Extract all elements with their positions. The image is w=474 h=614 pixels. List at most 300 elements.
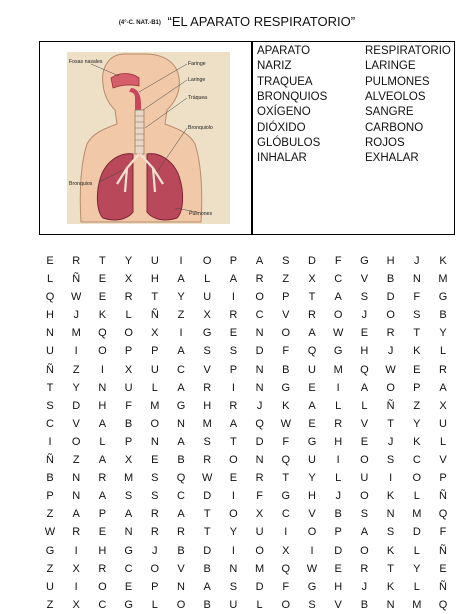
grid-letter[interactable]: R bbox=[150, 526, 159, 539]
grid-letter[interactable]: B bbox=[46, 472, 54, 485]
grid-letter[interactable]: B bbox=[282, 363, 290, 376]
grid-letter[interactable]: I bbox=[74, 544, 78, 557]
grid-letter[interactable]: B bbox=[360, 598, 369, 611]
grid-letter[interactable]: Ñ bbox=[439, 580, 447, 593]
grid-letter[interactable]: Q bbox=[281, 454, 291, 467]
grid-letter[interactable]: Y bbox=[72, 381, 80, 394]
grid-letter[interactable]: S bbox=[386, 526, 395, 539]
grid-letter[interactable]: I bbox=[336, 454, 340, 467]
grid-letter[interactable]: A bbox=[229, 417, 238, 430]
grid-letter[interactable]: A bbox=[98, 454, 107, 467]
grid-letter[interactable]: U bbox=[46, 345, 54, 358]
grid-letter[interactable]: M bbox=[438, 273, 448, 286]
grid-letter[interactable]: X bbox=[151, 327, 159, 340]
grid-letter[interactable]: H bbox=[308, 490, 316, 503]
grid-letter[interactable]: X bbox=[255, 508, 264, 521]
grid-letter[interactable]: R bbox=[98, 562, 107, 575]
grid-letter[interactable]: N bbox=[255, 363, 264, 376]
grid-letter[interactable]: L bbox=[99, 435, 106, 448]
grid-letter[interactable]: R bbox=[334, 417, 343, 430]
grid-letter[interactable]: H bbox=[334, 580, 343, 593]
grid-letter[interactable]: E bbox=[98, 291, 107, 304]
grid-letter[interactable]: O bbox=[150, 417, 160, 430]
grid-letter[interactable]: I bbox=[74, 580, 78, 593]
grid-letter[interactable]: U bbox=[229, 598, 238, 611]
grid-letter[interactable]: P bbox=[124, 345, 133, 358]
grid-letter[interactable]: J bbox=[387, 435, 394, 448]
grid-letter[interactable]: F bbox=[256, 490, 263, 503]
grid-letter[interactable]: G bbox=[45, 544, 55, 557]
grid-letter[interactable]: J bbox=[256, 399, 263, 412]
grid-letter[interactable]: E bbox=[308, 381, 316, 394]
grid-letter[interactable]: R bbox=[124, 291, 133, 304]
grid-letter[interactable]: K bbox=[413, 435, 421, 448]
grid-letter[interactable]: Y bbox=[439, 327, 447, 340]
grid-letter[interactable]: P bbox=[151, 580, 159, 593]
grid-letter[interactable]: S bbox=[386, 454, 395, 467]
grid-letter[interactable]: Ñ bbox=[439, 544, 447, 557]
grid-letter[interactable]: A bbox=[177, 345, 185, 358]
grid-letter[interactable]: H bbox=[46, 309, 54, 322]
grid-letter[interactable]: Z bbox=[413, 399, 421, 412]
grid-letter[interactable]: U bbox=[150, 255, 159, 267]
grid-letter[interactable]: E bbox=[124, 580, 133, 593]
grid-letter[interactable]: Ñ bbox=[46, 363, 54, 376]
grid-letter[interactable]: B bbox=[177, 544, 185, 557]
grid-letter[interactable]: H bbox=[98, 399, 107, 412]
grid-letter[interactable]: Q bbox=[438, 598, 448, 611]
grid-letter[interactable]: W bbox=[201, 472, 213, 485]
grid-letter[interactable]: I bbox=[310, 544, 314, 557]
grid-letter[interactable]: T bbox=[387, 562, 394, 575]
grid-letter[interactable]: N bbox=[386, 598, 395, 611]
grid-letter[interactable]: C bbox=[334, 273, 343, 286]
grid-letter[interactable]: X bbox=[203, 309, 211, 322]
grid-letter[interactable]: I bbox=[336, 381, 340, 394]
grid-letter[interactable]: C bbox=[281, 508, 290, 521]
grid-letter[interactable]: U bbox=[46, 580, 54, 593]
grid-letter[interactable]: Y bbox=[413, 417, 421, 430]
grid-letter[interactable]: G bbox=[360, 255, 369, 267]
grid-letter[interactable]: N bbox=[255, 381, 264, 394]
grid-letter[interactable]: C bbox=[124, 562, 133, 575]
grid-letter[interactable]: V bbox=[177, 562, 185, 575]
grid-letter[interactable]: C bbox=[98, 598, 107, 611]
grid-letter[interactable]: P bbox=[98, 508, 107, 521]
grid-letter[interactable]: V bbox=[203, 363, 211, 376]
grid-letter[interactable]: L bbox=[256, 598, 263, 611]
grid-letter[interactable]: A bbox=[177, 273, 185, 286]
grid-letter[interactable]: K bbox=[439, 255, 447, 267]
grid-letter[interactable]: Q bbox=[98, 327, 107, 340]
grid-letter[interactable]: P bbox=[229, 255, 238, 267]
grid-letter[interactable]: K bbox=[98, 309, 107, 322]
grid-letter[interactable]: I bbox=[231, 291, 235, 304]
grid-letter[interactable]: I bbox=[100, 363, 104, 376]
grid-letter[interactable]: R bbox=[229, 399, 238, 412]
grid-letter[interactable]: Ñ bbox=[439, 490, 447, 503]
grid-letter[interactable]: E bbox=[229, 327, 238, 340]
grid-letter[interactable]: R bbox=[177, 526, 185, 539]
grid-letter[interactable]: O bbox=[202, 255, 212, 267]
grid-letter[interactable]: A bbox=[177, 381, 185, 394]
grid-letter[interactable]: Z bbox=[282, 273, 290, 286]
grid-letter[interactable]: N bbox=[98, 381, 107, 394]
grid-letter[interactable]: L bbox=[361, 399, 368, 412]
grid-letter[interactable]: D bbox=[386, 291, 395, 304]
grid-letter[interactable]: X bbox=[439, 399, 447, 412]
grid-letter[interactable]: N bbox=[72, 472, 81, 485]
grid-letter[interactable]: Y bbox=[413, 562, 421, 575]
grid-letter[interactable]: S bbox=[282, 255, 290, 267]
grid-letter[interactable]: N bbox=[177, 417, 185, 430]
grid-letter[interactable]: L bbox=[151, 598, 158, 611]
grid-letter[interactable]: F bbox=[334, 255, 342, 267]
grid-letter[interactable]: N bbox=[255, 454, 264, 467]
grid-letter[interactable]: Y bbox=[308, 472, 316, 485]
grid-letter[interactable]: Q bbox=[438, 508, 448, 521]
grid-letter[interactable]: R bbox=[255, 273, 264, 286]
grid-letter[interactable]: D bbox=[334, 544, 343, 557]
grid-letter[interactable]: A bbox=[177, 508, 185, 521]
grid-letter[interactable]: I bbox=[179, 255, 183, 267]
grid-letter[interactable]: W bbox=[306, 562, 318, 575]
grid-letter[interactable]: O bbox=[98, 345, 107, 358]
grid-letter[interactable]: S bbox=[229, 580, 238, 593]
grid-letter[interactable]: A bbox=[360, 381, 369, 394]
grid-letter[interactable]: I bbox=[231, 490, 235, 503]
grid-letter[interactable]: N bbox=[386, 508, 395, 521]
grid-letter[interactable]: Q bbox=[360, 363, 369, 376]
grid-letter[interactable]: O bbox=[360, 490, 369, 503]
grid-letter[interactable]: O bbox=[412, 472, 422, 485]
grid-letter[interactable]: R bbox=[150, 508, 159, 521]
grid-letter[interactable]: D bbox=[412, 526, 421, 539]
grid-letter[interactable]: Q bbox=[255, 417, 264, 430]
grid-letter[interactable]: Y bbox=[177, 291, 185, 304]
grid-letter[interactable]: W bbox=[44, 526, 56, 539]
grid-letter[interactable]: T bbox=[203, 508, 211, 521]
grid-letter[interactable]: I bbox=[284, 526, 288, 539]
grid-letter[interactable]: A bbox=[439, 381, 447, 394]
grid-letter[interactable]: G bbox=[307, 580, 317, 593]
grid-letter[interactable]: E bbox=[46, 255, 54, 267]
grid-letter[interactable]: T bbox=[230, 435, 237, 448]
grid-letter[interactable]: P bbox=[124, 435, 133, 448]
grid-letter[interactable]: B bbox=[177, 454, 185, 467]
grid-letter[interactable]: K bbox=[282, 399, 290, 412]
grid-letter[interactable]: T bbox=[46, 381, 54, 394]
grid-letter[interactable]: G bbox=[281, 381, 291, 394]
grid-letter[interactable]: B bbox=[386, 273, 395, 286]
grid-letter[interactable]: U bbox=[150, 363, 159, 376]
grid-letter[interactable]: D bbox=[255, 345, 264, 358]
grid-letter[interactable]: F bbox=[282, 435, 290, 448]
grid-letter[interactable]: O bbox=[229, 508, 238, 521]
grid-letter[interactable]: A bbox=[98, 417, 107, 430]
grid-letter[interactable]: C bbox=[412, 454, 421, 467]
grid-letter[interactable]: F bbox=[282, 345, 290, 358]
grid-letter[interactable]: O bbox=[255, 291, 264, 304]
grid-letter[interactable]: P bbox=[334, 526, 342, 539]
grid-letter[interactable]: X bbox=[72, 598, 80, 611]
grid-letter[interactable]: H bbox=[98, 544, 107, 557]
grid-letter[interactable]: K bbox=[413, 345, 421, 358]
grid-letter[interactable]: F bbox=[439, 526, 447, 539]
grid-letter[interactable]: Q bbox=[176, 472, 186, 485]
grid-letter[interactable]: D bbox=[255, 435, 264, 448]
grid-letter[interactable]: A bbox=[98, 490, 107, 503]
grid-letter[interactable]: J bbox=[335, 490, 341, 503]
grid-letter[interactable]: C bbox=[177, 363, 185, 376]
grid-letter[interactable]: O bbox=[176, 598, 186, 611]
grid-letter[interactable]: F bbox=[282, 580, 290, 593]
grid-letter[interactable]: V bbox=[72, 417, 80, 430]
grid-letter[interactable]: A bbox=[334, 291, 342, 304]
grid-letter[interactable]: Z bbox=[72, 454, 80, 467]
grid-letter[interactable]: G bbox=[438, 291, 448, 304]
grid-letter[interactable]: E bbox=[308, 417, 316, 430]
grid-letter[interactable]: C bbox=[177, 490, 185, 503]
grid-letter[interactable]: E bbox=[151, 454, 159, 467]
grid-letter[interactable]: P bbox=[439, 472, 447, 485]
grid-letter[interactable]: O bbox=[150, 562, 160, 575]
grid-letter[interactable]: R bbox=[308, 309, 316, 322]
grid-letter[interactable]: H bbox=[360, 345, 369, 358]
grid-letter[interactable]: Z bbox=[46, 598, 54, 611]
grid-letter[interactable]: O bbox=[360, 544, 369, 557]
grid-letter[interactable]: R bbox=[203, 381, 212, 394]
grid-letter[interactable]: M bbox=[124, 472, 134, 485]
grid-letter[interactable]: U bbox=[203, 291, 212, 304]
grid-letter[interactable]: V bbox=[360, 417, 369, 430]
grid-letter[interactable]: K bbox=[386, 544, 395, 557]
grid-letter[interactable]: D bbox=[203, 544, 212, 557]
grid-letter[interactable]: F bbox=[125, 399, 132, 412]
grid-letter[interactable]: L bbox=[413, 490, 420, 503]
grid-letter[interactable]: S bbox=[151, 490, 159, 503]
grid-letter[interactable]: H bbox=[386, 255, 395, 267]
grid-letter[interactable]: S bbox=[308, 598, 316, 611]
grid-letter[interactable]: J bbox=[414, 255, 420, 267]
grid-letter[interactable]: B bbox=[203, 562, 211, 575]
grid-letter[interactable]: S bbox=[203, 345, 211, 358]
grid-letter[interactable]: R bbox=[360, 562, 369, 575]
grid-letter[interactable]: E bbox=[360, 327, 369, 340]
grid-letter[interactable]: Q bbox=[281, 562, 291, 575]
grid-letter[interactable]: Y bbox=[229, 526, 238, 539]
grid-letter[interactable]: R bbox=[439, 363, 447, 376]
grid-letter[interactable]: G bbox=[333, 345, 343, 358]
grid-letter[interactable]: V bbox=[360, 273, 369, 286]
grid-letter[interactable]: I bbox=[179, 327, 183, 340]
grid-letter[interactable]: S bbox=[124, 490, 133, 503]
grid-letter[interactable]: O bbox=[71, 435, 81, 448]
grid-letter[interactable]: Ñ bbox=[72, 273, 81, 286]
grid-letter[interactable]: P bbox=[46, 490, 54, 503]
grid-letter[interactable]: Z bbox=[46, 562, 54, 575]
grid-letter[interactable]: U bbox=[439, 417, 447, 430]
grid-letter[interactable]: J bbox=[387, 345, 394, 358]
grid-letter[interactable]: Q bbox=[307, 345, 317, 358]
grid-letter[interactable]: N bbox=[255, 327, 264, 340]
grid-letter[interactable]: N bbox=[177, 580, 185, 593]
grid-letter[interactable]: U bbox=[255, 526, 264, 539]
grid-letter[interactable]: P bbox=[282, 291, 290, 304]
grid-letter[interactable]: A bbox=[72, 508, 80, 521]
grid-letter[interactable]: R bbox=[72, 526, 81, 539]
grid-letter[interactable]: L bbox=[439, 345, 447, 358]
grid-letter[interactable]: L bbox=[204, 273, 211, 286]
grid-letter[interactable]: M bbox=[71, 327, 81, 340]
grid-letter[interactable]: T bbox=[308, 291, 316, 304]
grid-letter[interactable]: D bbox=[203, 490, 212, 503]
grid-letter[interactable]: R bbox=[386, 327, 395, 340]
grid-letter[interactable]: O bbox=[333, 309, 343, 322]
grid-letter[interactable]: C bbox=[46, 417, 54, 430]
grid-letter[interactable]: X bbox=[72, 562, 80, 575]
grid-letter[interactable]: O bbox=[386, 309, 395, 322]
grid-letter[interactable]: R bbox=[255, 472, 264, 485]
grid-letter[interactable]: K bbox=[386, 580, 395, 593]
grid-letter[interactable]: Z bbox=[72, 363, 80, 376]
grid-letter[interactable]: Z bbox=[46, 508, 54, 521]
grid-letter[interactable]: L bbox=[335, 399, 342, 412]
grid-letter[interactable]: G bbox=[202, 327, 212, 340]
grid-letter[interactable]: E bbox=[360, 435, 369, 448]
grid-letter[interactable]: N bbox=[229, 562, 238, 575]
grid-letter[interactable]: V bbox=[334, 598, 342, 611]
grid-letter[interactable]: S bbox=[229, 345, 238, 358]
grid-letter[interactable]: U bbox=[124, 381, 133, 394]
grid-letter[interactable]: G bbox=[281, 490, 291, 503]
grid-letter[interactable]: S bbox=[360, 508, 369, 521]
grid-letter[interactable]: X bbox=[124, 273, 133, 286]
grid-letter[interactable]: L bbox=[46, 273, 54, 286]
grid-letter[interactable]: T bbox=[413, 327, 421, 340]
grid-letter[interactable]: S bbox=[203, 435, 211, 448]
grid-letter[interactable]: L bbox=[335, 472, 342, 485]
grid-letter[interactable]: N bbox=[412, 273, 421, 286]
grid-letter[interactable]: N bbox=[124, 526, 133, 539]
grid-letter[interactable]: O bbox=[255, 544, 264, 557]
grid-letter[interactable]: B bbox=[439, 309, 447, 322]
grid-letter[interactable]: I bbox=[389, 472, 393, 485]
grid-letter[interactable]: A bbox=[229, 273, 238, 286]
grid-letter[interactable]: T bbox=[203, 526, 211, 539]
grid-letter[interactable]: M bbox=[412, 598, 422, 611]
grid-letter[interactable]: G bbox=[124, 598, 133, 611]
grid-letter[interactable]: C bbox=[255, 309, 264, 322]
grid-letter[interactable]: I bbox=[48, 435, 52, 448]
grid-letter[interactable]: K bbox=[386, 490, 395, 503]
grid-letter[interactable]: W bbox=[70, 291, 82, 304]
grid-letter[interactable]: P bbox=[413, 381, 421, 394]
grid-letter[interactable]: R bbox=[98, 472, 107, 485]
grid-letter[interactable]: B bbox=[203, 598, 211, 611]
grid-letter[interactable]: O bbox=[281, 598, 291, 611]
grid-letter[interactable]: V bbox=[282, 309, 290, 322]
grid-letter[interactable]: B bbox=[124, 417, 133, 430]
grid-letter[interactable]: J bbox=[152, 544, 158, 557]
grid-letter[interactable]: X bbox=[282, 544, 290, 557]
grid-letter[interactable]: H bbox=[150, 273, 159, 286]
grid-letter[interactable]: G bbox=[307, 435, 317, 448]
grid-letter[interactable]: S bbox=[46, 399, 54, 412]
grid-letter[interactable]: Ñ bbox=[386, 399, 395, 412]
grid-letter[interactable]: L bbox=[151, 381, 158, 394]
grid-letter[interactable]: P bbox=[229, 363, 238, 376]
grid-letter[interactable]: L bbox=[413, 544, 420, 557]
grid-letter[interactable]: A bbox=[308, 327, 316, 340]
grid-letter[interactable]: U bbox=[360, 472, 369, 485]
grid-letter[interactable]: B bbox=[334, 508, 342, 521]
grid-letter[interactable]: W bbox=[385, 363, 396, 376]
grid-letter[interactable]: O bbox=[98, 580, 107, 593]
grid-letter[interactable]: A bbox=[255, 255, 264, 267]
grid-letter[interactable]: N bbox=[72, 490, 81, 503]
grid-letter[interactable]: T bbox=[282, 472, 290, 485]
grid-letter[interactable]: T bbox=[99, 255, 106, 267]
grid-letter[interactable]: E bbox=[229, 472, 238, 485]
grid-letter[interactable]: T bbox=[387, 417, 394, 430]
grid-letter[interactable]: J bbox=[361, 580, 368, 593]
grid-letter[interactable]: W bbox=[332, 327, 344, 340]
grid-letter[interactable]: O bbox=[307, 526, 317, 539]
grid-letter[interactable]: Ñ bbox=[150, 309, 159, 322]
grid-letter[interactable]: R bbox=[203, 454, 212, 467]
grid-letter[interactable]: E bbox=[413, 363, 421, 376]
grid-letter[interactable]: M bbox=[255, 562, 265, 575]
grid-letter[interactable]: Q bbox=[45, 291, 55, 304]
grid-letter[interactable]: H bbox=[334, 435, 343, 448]
grid-letter[interactable]: O bbox=[386, 381, 395, 394]
grid-letter[interactable]: I bbox=[231, 544, 235, 557]
grid-letter[interactable]: N bbox=[150, 435, 159, 448]
grid-letter[interactable]: A bbox=[360, 526, 369, 539]
grid-letter[interactable]: L bbox=[439, 435, 447, 448]
grid-letter[interactable]: E bbox=[439, 562, 447, 575]
grid-letter[interactable]: H bbox=[203, 399, 212, 412]
grid-letter[interactable]: Ñ bbox=[46, 454, 54, 467]
grid-letter[interactable]: P bbox=[151, 345, 159, 358]
grid-letter[interactable]: U bbox=[308, 454, 316, 467]
grid-letter[interactable]: M bbox=[150, 399, 160, 412]
grid-letter[interactable]: S bbox=[151, 472, 159, 485]
grid-letter[interactable]: O bbox=[229, 454, 238, 467]
grid-letter[interactable]: Z bbox=[177, 309, 185, 322]
grid-letter[interactable]: G bbox=[176, 399, 186, 412]
grid-letter[interactable]: R bbox=[72, 255, 81, 267]
grid-letter[interactable]: V bbox=[439, 454, 447, 467]
grid-letter[interactable]: W bbox=[280, 417, 291, 430]
grid-letter[interactable]: R bbox=[229, 309, 238, 322]
grid-letter[interactable]: E bbox=[98, 273, 107, 286]
grid-letter[interactable]: A bbox=[203, 580, 211, 593]
grid-letter[interactable]: J bbox=[361, 309, 368, 322]
grid-letter[interactable]: I bbox=[231, 381, 235, 394]
grid-letter[interactable]: V bbox=[308, 508, 316, 521]
grid-letter[interactable]: X bbox=[308, 273, 316, 286]
grid-letter[interactable]: T bbox=[151, 291, 159, 304]
grid-letter[interactable]: N bbox=[46, 327, 54, 340]
grid-letter[interactable]: M bbox=[202, 417, 212, 430]
grid-letter[interactable]: E bbox=[98, 526, 107, 539]
grid-letter[interactable]: O bbox=[281, 327, 291, 340]
grid-letter[interactable]: X bbox=[124, 363, 133, 376]
grid-letter[interactable]: M bbox=[412, 508, 422, 521]
grid-letter[interactable]: O bbox=[124, 327, 133, 340]
